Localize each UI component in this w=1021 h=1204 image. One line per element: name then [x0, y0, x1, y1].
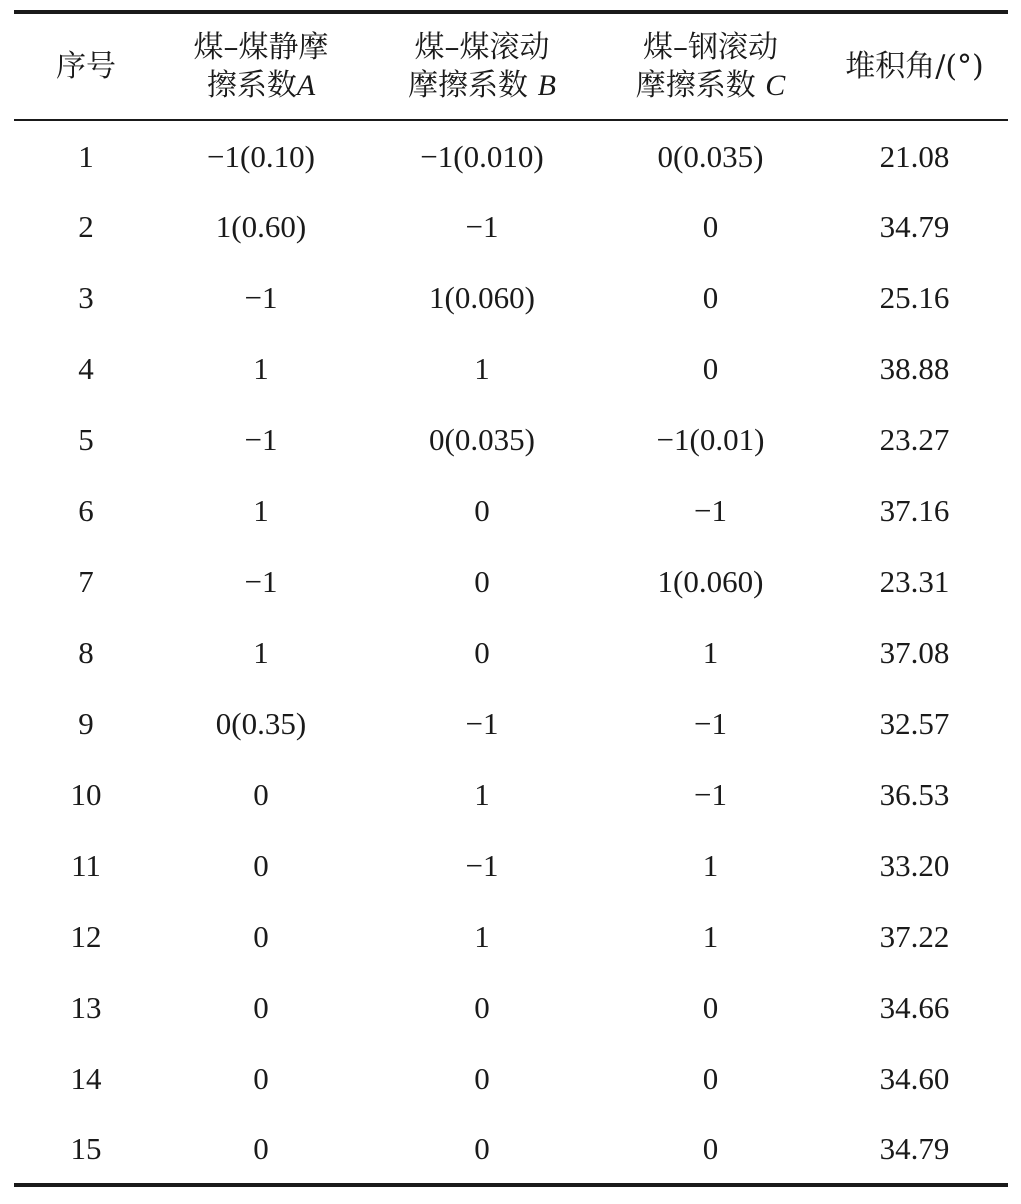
table-row [14, 688, 1008, 759]
cell-steel-rolling-friction: 0 [702, 989, 719, 1025]
cell-repose-angle: 32.57 [879, 705, 950, 741]
header-variable: A [296, 68, 316, 102]
header-coal-coal-static-friction [158, 12, 364, 120]
cell-repose-angle: 21.08 [879, 138, 950, 174]
cell-steel-rolling-friction: 1 [702, 918, 719, 954]
cell-index: 9 [78, 705, 94, 741]
cell-steel-rolling-friction: 0 [702, 1060, 719, 1096]
table-row [14, 759, 1008, 830]
cell-coal-rolling-friction: −1 [465, 208, 499, 244]
cell-index: 3 [78, 279, 94, 315]
cell-coal-rolling-friction: −1 [465, 847, 499, 883]
data-table-container [14, 10, 1008, 1187]
cell-steel-rolling-friction: 0 [702, 279, 719, 315]
header-variable: C [765, 68, 786, 102]
cell-static-friction: −1(0.10) [207, 138, 315, 174]
cell-static-friction: 0 [253, 1060, 269, 1096]
cell-repose-angle: 23.31 [879, 563, 950, 599]
cell-coal-rolling-friction: 1 [474, 918, 490, 954]
cell-static-friction: 1 [253, 634, 269, 670]
table-row [14, 262, 1008, 333]
cell-index: 12 [70, 918, 102, 954]
table-body [14, 120, 1008, 1185]
cell-coal-rolling-friction: 0 [474, 492, 490, 528]
cell-coal-rolling-friction: −1 [465, 705, 499, 741]
cell-steel-rolling-friction: 0 [702, 350, 719, 386]
cell-index: 10 [70, 776, 102, 812]
cell-index: 7 [78, 563, 94, 599]
cell-steel-rolling-friction: 0(0.035) [657, 138, 764, 174]
table-row [14, 1114, 1008, 1185]
cell-repose-angle: 34.79 [821, 1114, 1008, 1185]
header-repose-angle-label: 堆积角/(°) [845, 48, 984, 84]
cell-static-friction: 0 [158, 1114, 364, 1185]
header-index-label: 序号 [56, 48, 116, 84]
cell-index: 11 [71, 847, 101, 883]
header-line2: 摩擦系数 C [635, 67, 786, 103]
table-row [14, 404, 1008, 475]
cell-coal-rolling-friction: 1 [474, 350, 490, 386]
cell-index: 6 [78, 492, 94, 528]
cell-coal-rolling-friction: 1 [474, 776, 490, 812]
cell-index: 8 [78, 634, 94, 670]
header-coal-coal-rolling-friction [364, 12, 600, 120]
cell-index: 5 [78, 421, 94, 457]
cell-index: 13 [70, 989, 102, 1025]
cell-static-friction: 1 [253, 492, 269, 528]
cell-static-friction: −1 [244, 563, 278, 599]
cell-coal-rolling-friction: 0 [364, 1114, 600, 1185]
cell-repose-angle: 33.20 [879, 847, 950, 883]
cell-coal-rolling-friction: 0(0.035) [429, 421, 535, 457]
cell-static-friction: 1(0.60) [215, 208, 307, 244]
header-line1: 煤–煤滚动 [414, 29, 550, 65]
cell-static-friction: 0 [253, 918, 269, 954]
cell-steel-rolling-friction: 1 [702, 634, 719, 670]
cell-steel-rolling-friction: −1 [694, 776, 727, 812]
table-row [14, 546, 1008, 617]
header-line2: 擦系数A [206, 67, 316, 103]
header-coal-steel-rolling-friction [600, 12, 821, 120]
cell-repose-angle: 37.16 [879, 492, 950, 528]
cell-index: 2 [78, 208, 94, 244]
cell-steel-rolling-friction: 0 [600, 1114, 821, 1185]
cell-static-friction: 0 [253, 847, 269, 883]
cell-repose-angle: 23.27 [879, 421, 950, 457]
cell-static-friction: 0 [253, 776, 269, 812]
cell-steel-rolling-friction: −1 [694, 492, 727, 528]
cell-repose-angle: 37.08 [879, 634, 950, 670]
cell-coal-rolling-friction: 1(0.060) [429, 279, 535, 315]
cell-repose-angle: 36.53 [879, 776, 950, 812]
cell-repose-angle: 38.88 [879, 350, 950, 386]
table-row [14, 901, 1008, 972]
header-repose-angle [821, 12, 1008, 120]
cell-static-friction: −1 [244, 421, 278, 457]
table-row [14, 191, 1008, 262]
cell-coal-rolling-friction: 0 [474, 1060, 490, 1096]
cell-repose-angle: 37.22 [879, 918, 950, 954]
experiment-results-table [14, 10, 1008, 1187]
table-row [14, 830, 1008, 901]
table-row [14, 617, 1008, 688]
cell-static-friction: 1 [253, 350, 269, 386]
cell-index: 14 [70, 1060, 102, 1096]
cell-steel-rolling-friction: 1 [702, 847, 719, 883]
cell-steel-rolling-friction: −1 [694, 705, 727, 741]
cell-coal-rolling-friction: 0 [474, 989, 490, 1025]
cell-steel-rolling-friction: 1(0.060) [657, 563, 764, 599]
table-row [14, 475, 1008, 546]
cell-static-friction: 0 [253, 989, 269, 1025]
cell-index: 4 [78, 350, 94, 386]
cell-repose-angle: 25.16 [879, 279, 950, 315]
cell-repose-angle: 34.79 [879, 208, 950, 244]
cell-repose-angle: 34.66 [879, 989, 950, 1025]
header-line1: 煤–煤静摩 [193, 29, 329, 65]
header-index [14, 12, 158, 120]
cell-coal-rolling-friction: 0 [474, 634, 490, 670]
table-header [14, 12, 1008, 120]
cell-static-friction: 0(0.35) [215, 705, 307, 741]
header-row [14, 12, 1008, 120]
table-row [14, 972, 1008, 1043]
cell-index: 15 [14, 1114, 158, 1185]
header-line2: 摩擦系数 B [408, 67, 556, 103]
cell-static-friction: −1 [244, 279, 278, 315]
cell-steel-rolling-friction: 0 [702, 208, 719, 244]
cell-coal-rolling-friction: −1(0.010) [420, 138, 544, 174]
cell-index: 1 [78, 138, 94, 174]
table-row [14, 1043, 1008, 1114]
cell-steel-rolling-friction: −1(0.01) [656, 421, 765, 457]
header-variable: B [537, 68, 556, 102]
header-line1: 煤–钢滚动 [643, 29, 778, 65]
cell-repose-angle: 34.60 [879, 1060, 950, 1096]
cell-coal-rolling-friction: 0 [474, 563, 490, 599]
table-row [14, 333, 1008, 404]
table-row [14, 120, 1008, 191]
